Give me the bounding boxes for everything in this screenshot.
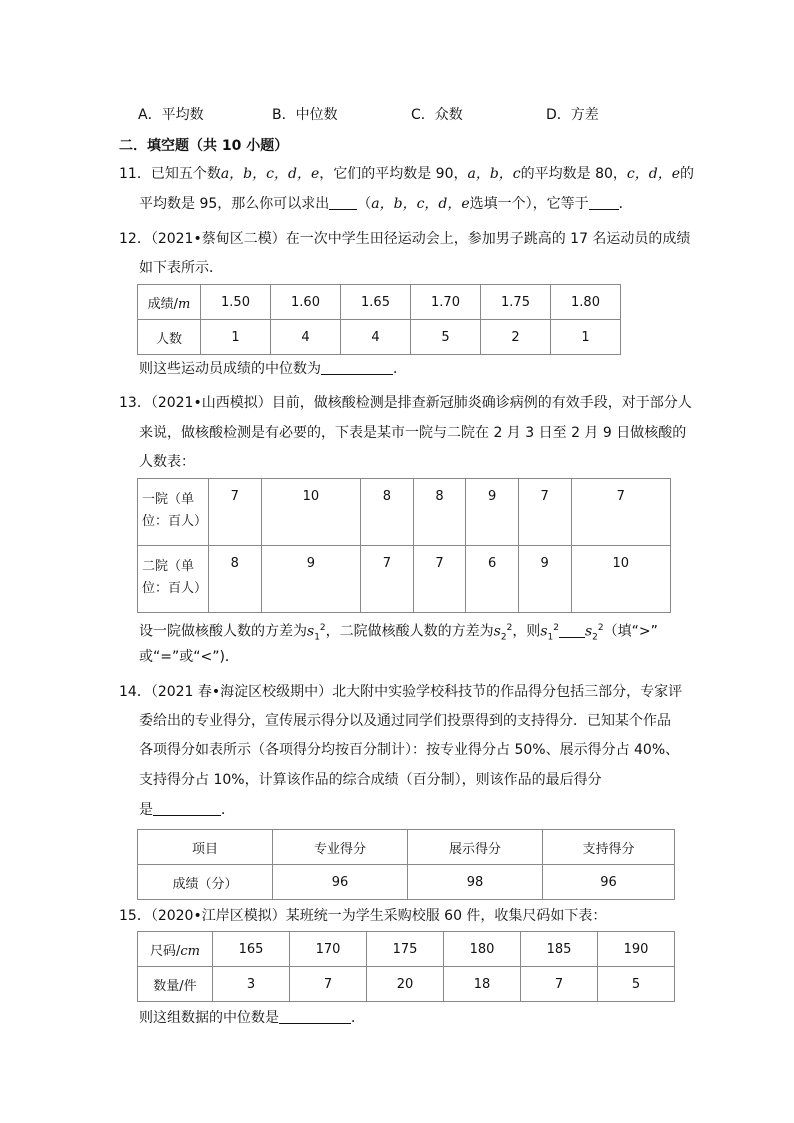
q12-question	[139, 359, 407, 379]
q12-score-cell: 1.80	[551, 285, 621, 320]
q12-score-cell: 1.75	[481, 285, 551, 320]
q15-size-cell: 185	[521, 932, 598, 967]
q13-answer-blank[interactable]	[559, 623, 585, 638]
q11-text-b: ，它们的平均数是 90，	[319, 166, 468, 182]
q13-sup: 2	[553, 623, 559, 633]
q15-question-end: ．	[351, 1010, 365, 1026]
q13-row1-cell: 10	[261, 479, 360, 546]
q13-question-b: ，二院做核酸人数的方差为	[325, 623, 494, 640]
q11-line1	[119, 164, 694, 184]
q15-header-label: 尺码/	[150, 943, 181, 959]
q12-score-cell: 1.60	[271, 285, 341, 320]
q15-size-cell: 190	[598, 932, 675, 967]
q12-score-cell: 1.65	[341, 285, 411, 320]
q14-answer-blank[interactable]	[153, 801, 221, 816]
q14-line5-text: 是	[139, 802, 153, 818]
q13-row1-label-a: 一院（单	[142, 492, 195, 507]
q13-row2-cell: 8	[209, 546, 262, 613]
q13-row1-label-b: 位：百人）	[142, 514, 208, 529]
q15-size-cell: 170	[290, 932, 367, 967]
q11-text-f: （	[357, 196, 372, 212]
q14-value-cell: 96	[273, 865, 408, 900]
q11-text-h: ．	[618, 196, 633, 212]
q12-score-cell: 1.50	[201, 285, 271, 320]
q13-intro: （2021•山西模拟）目前，做核酸检测是排查新冠肺炎确诊病例的有效手段，对于部分人	[150, 395, 692, 411]
q14-header-cell: 项目	[138, 830, 273, 865]
q13-sub-2: 2	[592, 632, 598, 643]
q13-number: 13．	[119, 395, 151, 411]
q14-line5-end: ．	[221, 802, 235, 818]
q14-intro: （2021 春•海淀区校级期中）北大附中实验学校科技节的作品得分包括三部分，专家评	[150, 684, 683, 700]
q12-number: 12．	[119, 231, 151, 247]
q13-question-line1	[139, 618, 658, 647]
q13-row1-cell: 9	[466, 479, 519, 546]
q12-intro: （2021•蔡甸区二模）在一次中学生田径运动会上，参加男子跳高的 17 名运动员的成绩	[150, 231, 691, 247]
q13-row1-cell: 8	[361, 479, 414, 546]
q13-row2-cell: 9	[261, 546, 360, 613]
q13-row2-cell: 6	[466, 546, 519, 613]
option-b: B．中位数	[272, 107, 338, 123]
q11-vars-b: a，b，c	[467, 166, 521, 182]
q13-sup: 2	[319, 623, 326, 633]
q13-sub-1: 1	[547, 632, 554, 643]
q13-row2-cell: 9	[518, 546, 571, 613]
q11-answer-blank-1[interactable]	[329, 195, 357, 210]
option-d: D．方差	[546, 107, 599, 123]
q13-row1-cell: 7	[518, 479, 571, 546]
q13-question-c: ，则	[512, 623, 541, 640]
q13-row2-cell: 7	[361, 546, 414, 613]
q14-value-cell: 成绩（分）	[138, 865, 273, 900]
q13-sup: 2	[506, 623, 513, 633]
q14-line3: 各项得分如表所示（各项得分均按百分制计）：按专业得分占 50%、展示得分占 40%、	[139, 742, 680, 758]
q13-line1	[119, 393, 692, 413]
q15-row-label: 数量/件	[138, 967, 213, 1002]
q12-row-label: 人数	[138, 320, 201, 355]
q13-s-symbol: s	[540, 623, 548, 640]
q13-row2-label-a: 二院（单	[142, 559, 195, 574]
q11-vars-d: a，b，c，d，e	[371, 196, 470, 212]
option-c: C．众数	[411, 107, 463, 123]
q12-answer-blank[interactable]	[321, 360, 393, 375]
q12-header-unit: m	[178, 296, 191, 312]
q11-text-d: 的	[680, 166, 695, 182]
q13-line2: 来说，做核酸检测是有必要的，下表是某市一院与二院在 2 月 3 日至 2 月 9 日做核酸的	[139, 425, 687, 441]
q12-question-text: 则这些运动员成绩的中位数为	[139, 361, 321, 377]
q13-row1-cell: 7	[209, 479, 262, 546]
q15-count-cell: 18	[444, 967, 521, 1002]
q14-number: 14．	[119, 684, 151, 700]
q14-line4: 支持得分占 10%，计算该作品的综合成绩（百分制），则该作品的最后得分	[139, 772, 602, 788]
q15-size-cell: 165	[213, 932, 290, 967]
q12-question-end: ．	[393, 361, 407, 377]
q12-count-cell: 2	[481, 320, 551, 355]
option-a: A．平均数	[138, 107, 204, 123]
q12-score-cell: 1.70	[411, 285, 481, 320]
q15-count-cell: 20	[367, 967, 444, 1002]
q11-answer-blank-2[interactable]	[589, 195, 619, 210]
q15-answer-blank[interactable]	[279, 1009, 351, 1024]
q11-line2	[139, 194, 633, 214]
q13-row2-cell: 7	[413, 546, 466, 613]
q11-text-e: 平均数是 95，那么你可以求出	[139, 196, 330, 212]
q14-value-cell: 98	[408, 865, 543, 900]
q15-intro: （2020•江岸区模拟）某班统一为学生采购校服 60 件，收集尺码如下表：	[150, 908, 607, 924]
q12-line1	[119, 229, 690, 249]
q12-count-cell: 1	[551, 320, 621, 355]
q11-number: 11．	[119, 166, 151, 182]
q14-table	[137, 829, 675, 900]
q15-question	[139, 1008, 365, 1028]
q14-line1	[119, 682, 682, 702]
q11-vars-a: a，b，c，d，e	[220, 166, 320, 182]
q13-question-line2: 或“=”或“<”)．	[139, 649, 239, 665]
q11-text-g: 选填一个），它等于	[469, 196, 589, 212]
q11-vars-c: c，d，e	[626, 166, 681, 182]
q14-line5	[139, 800, 235, 820]
q15-count-cell: 7	[290, 967, 367, 1002]
q15-line1	[119, 906, 606, 926]
q13-line3: 人数表：	[139, 454, 195, 470]
q12-count-cell: 4	[341, 320, 411, 355]
q14-value-cell: 96	[543, 865, 675, 900]
q15-number: 15．	[119, 908, 151, 924]
q13-question-d: （填“>”	[603, 623, 658, 640]
q12-header-label: 成绩/	[147, 296, 179, 312]
q15-size-cell: 175	[367, 932, 444, 967]
q15-question-text: 则这组数据的中位数是	[139, 1010, 279, 1026]
q13-sub-2: 2	[500, 632, 507, 643]
q13-row1-cell: 7	[571, 479, 671, 546]
q13-table	[137, 478, 671, 613]
q13-row1-cell: 8	[413, 479, 466, 546]
q12-count-cell: 4	[271, 320, 341, 355]
section-title: 二．填空题（共 10 小题）	[119, 138, 289, 154]
q12-header-cell	[138, 285, 201, 320]
q12-table	[137, 284, 621, 355]
q14-header-cell: 支持得分	[543, 830, 675, 865]
q13-row2-cell: 10	[571, 546, 671, 613]
q13-sup: 2	[597, 623, 604, 633]
q13-row1-label	[138, 479, 209, 546]
q14-line2: 委给出的专业得分，宣传展示得分以及通过同学们投票得到的支持得分．已知某个作品	[139, 713, 671, 729]
q13-s-symbol: s	[584, 623, 593, 640]
q13-question-a: 设一院做核酸人数的方差为	[139, 623, 307, 640]
q15-count-cell: 7	[521, 967, 598, 1002]
q15-count-cell: 5	[598, 967, 675, 1002]
q13-sub-1: 1	[314, 632, 320, 643]
q15-table	[137, 931, 675, 1002]
q14-header-cell: 展示得分	[408, 830, 543, 865]
q15-header-cell	[138, 932, 213, 967]
q15-count-cell: 3	[213, 967, 290, 1002]
q12-count-cell: 1	[201, 320, 271, 355]
q15-header-unit: cm	[180, 943, 200, 959]
q12-line2: 如下表所示．	[139, 260, 223, 276]
q13-row2-label-b: 位：百人）	[142, 581, 208, 596]
q13-s-symbol: s	[307, 623, 315, 640]
q15-size-cell: 180	[444, 932, 521, 967]
q13-s-symbol: s	[493, 623, 501, 640]
q14-header-cell: 专业得分	[273, 830, 408, 865]
q12-count-cell: 5	[411, 320, 481, 355]
q13-row2-label	[138, 546, 209, 613]
q11-text-a: 已知五个数	[150, 166, 221, 182]
q11-text-c: 的平均数是 80，	[520, 166, 627, 182]
